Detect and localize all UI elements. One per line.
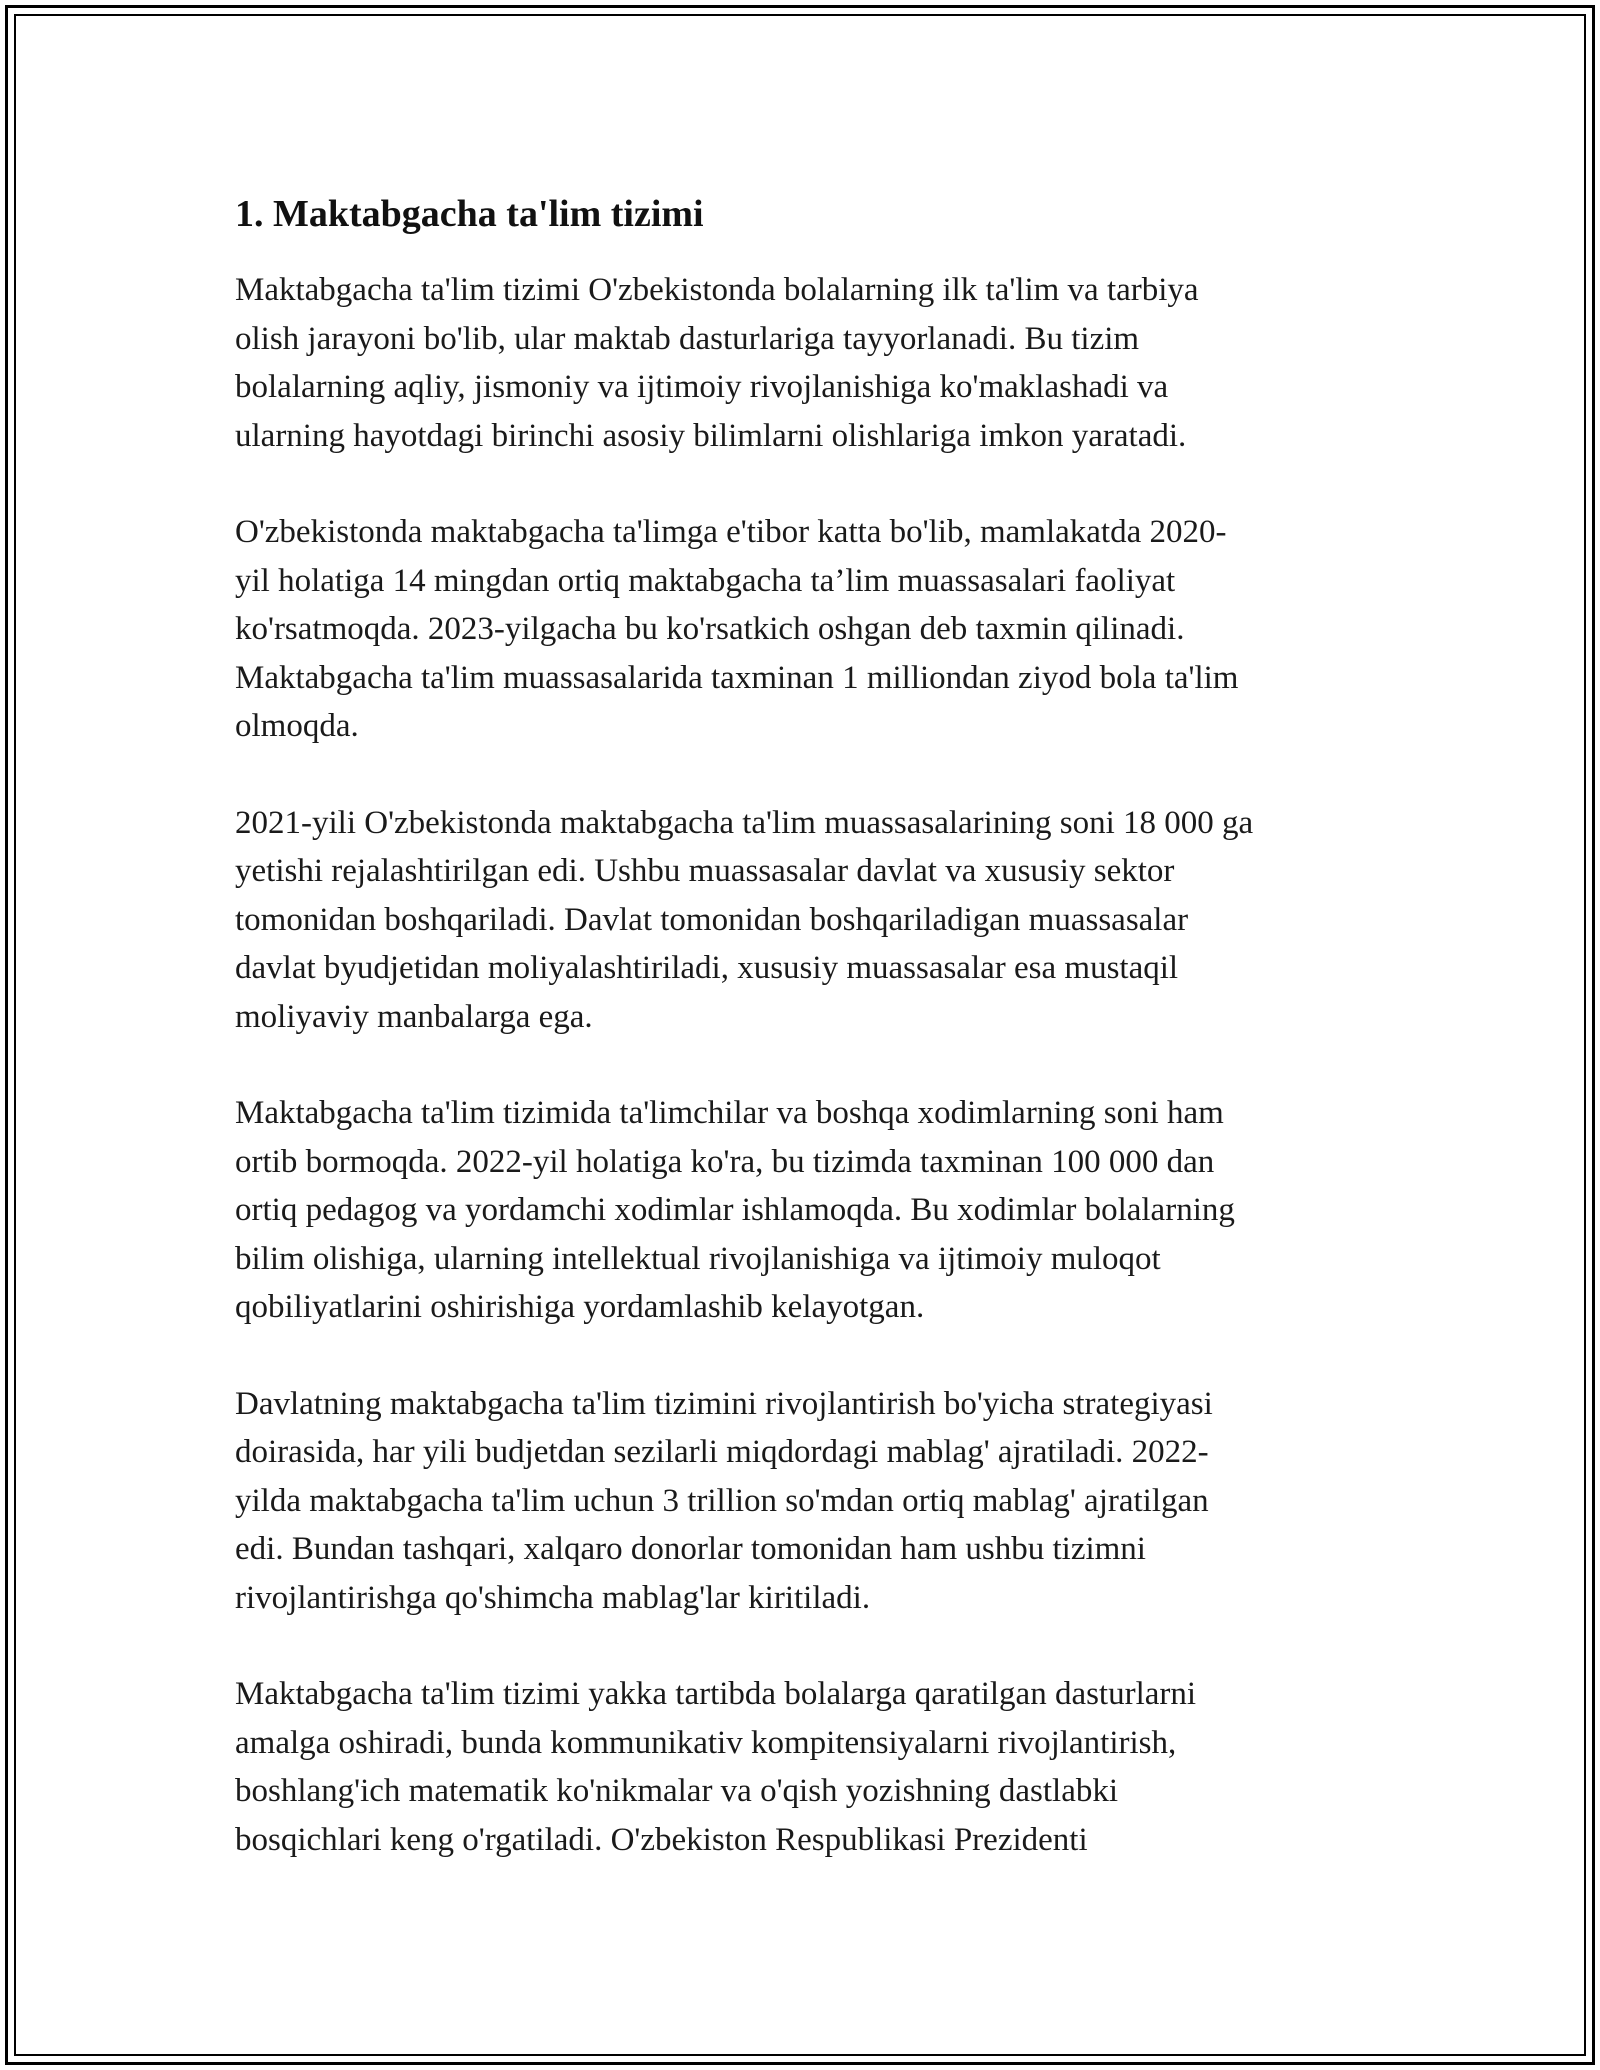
paragraph-1: Maktabgacha ta'lim tizimi O'zbekistonda bolalarning ilk ta'lim va tarbiya olish jarayoni bo'lib, ular maktab dasturlariga tayyorlanadi. Bu tizim bolalarning aqliy, jismoniy va ijtimoiy rivojlanishiga ko'maklashadi va ularning hayotdagi birinchi asosiy bilimlarni olishlariga imkon yaratadi. bbox=[235, 272, 1199, 454]
section-heading: 1. Maktabgacha ta'lim tizimi bbox=[235, 193, 704, 235]
paragraph-6: Maktabgacha ta'lim tizimi yakka tartibda bolalarga qaratilgan dasturlarni amalga oshiradi, bunda kommunikativ kompitensiyalarni rivojlantirish, boshlang'ich matematik ko'nikmalar va o'qish yozishning dastlabki bosqichlari keng o'rgatiladi. O'zbekiston Respublikasi Prezidenti bbox=[235, 1676, 1197, 1858]
paragraph-5: Davlatning maktabgacha ta'lim tizimini rivojlantirish bo'yicha strategiyasi doirasida, har yili budjetdan sezilarli miqdordagi mablag' ajratiladi. 2022- yilda maktabgacha ta'lim uchun 3 trillion so'mdan ortiq mablag' ajratilgan edi. Bundan tashqari, xalqaro donorlar tomonidan ham ushbu tizimni rivojlantirishga qo'shimcha mablag'lar kiritiladi. bbox=[235, 1385, 1213, 1616]
paragraph-2: O'zbekistonda maktabgacha ta'limga e'tibor katta bo'lib, mamlakatda 2020- yil holatiga 14 mingdan ortiq maktabgacha ta’lim muassasalari faoliyat ko'rsatmoqda. 2023-yilgacha bu ko'rsatkich oshgan deb taxmin qilinadi. Maktabgacha ta'lim muassasalarida taxminan 1 milliondan ziyod bola ta'lim olmoqda. bbox=[235, 514, 1239, 744]
paragraph-3: 2021-yili O'zbekistonda maktabgacha ta'lim muassasalarining soni 18 000 ga yetishi rejalashtirilgan edi. Ushbu muassasalar davlat va xususiy sektor tomonidan boshqariladi. Davlat tomonidan boshqariladigan muassasalar davlat byudjetidan moliyalashtiriladi, xususiy muassasalar esa mustaqil moliyaviy manbalarga ega. bbox=[235, 804, 1254, 1035]
document-body bbox=[235, 188, 1385, 1912]
paragraph-4: Maktabgacha ta'lim tizimida ta'limchilar va boshqa xodimlarning soni ham ortib bormoqda. 2022-yil holatiga ko'ra, bu tizimda taxminan 100 000 dan ortiq pedagog va yordamchi xodimlar ishlamoqda. Bu xodimlar bolalarning bilim olishiga, ularning intellektual rivojlanishiga va ijtimoiy muloqot qobiliyatlarini oshirishiga yordamlashib kelayotgan. bbox=[235, 1095, 1235, 1325]
